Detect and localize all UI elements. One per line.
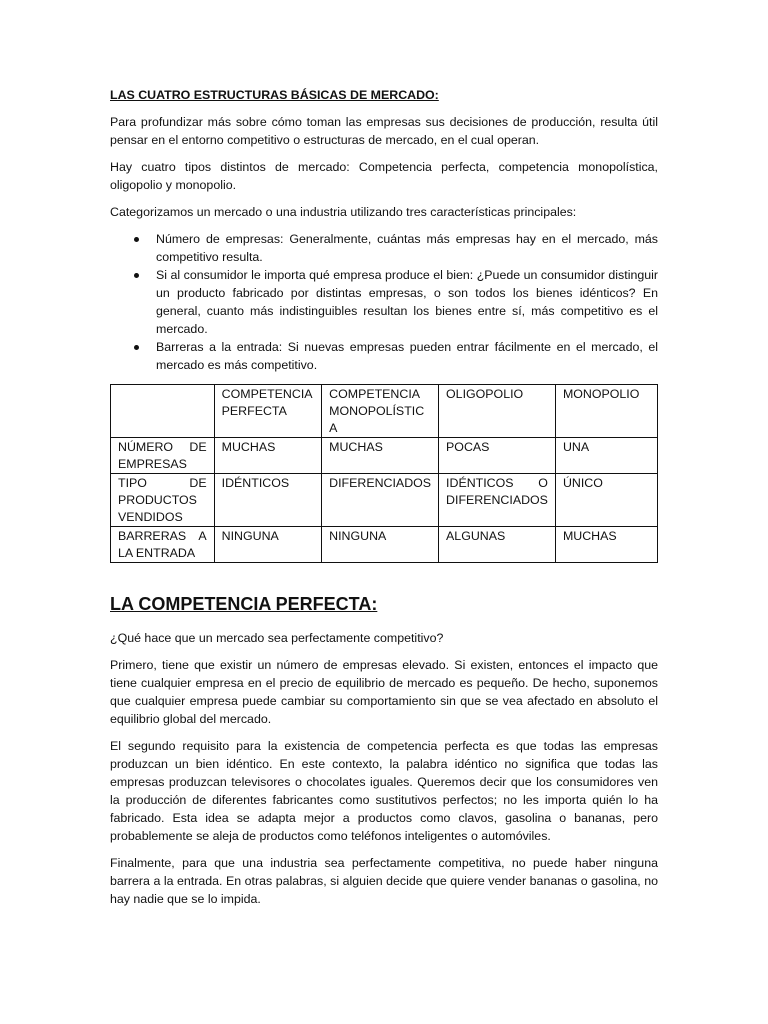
table-row: [111, 474, 658, 527]
paragraph-types: Hay cuatro tipos distintos de mercado: Competencia perfecta, competencia monopolística, oligopolio y monopolio.: [110, 160, 658, 192]
paragraph-characteristics: Categorizamos un mercado o una industria utilizando tres características principales:: [110, 205, 577, 219]
table-header-cell: COMPETENCIA PERFECTA: [214, 385, 322, 438]
document-content: [110, 86, 658, 917]
paragraph-intro: Para profundizar más sobre cómo toman las empresas sus decisiones de producción, resulta útil pensar en el entorno competitivo o estructuras de mercado, en el cual operan.: [110, 115, 658, 147]
table-cell: IDÉNTICOS O DIFERENCIADOS: [439, 474, 556, 527]
list-item: [110, 230, 658, 266]
table-cell: UNA: [555, 438, 657, 474]
table-header-cell: OLIGOPOLIO: [439, 385, 556, 438]
section-title: LA COMPETENCIA PERFECTA:: [110, 594, 378, 614]
list-item-text: Barreras a la entrada: Si nuevas empresas pueden entrar fácilmente en el mercado, el mercado es más competitivo.: [156, 340, 658, 372]
table-cell: NINGUNA: [322, 527, 439, 563]
bullet-icon: [134, 273, 139, 278]
paragraph-second-requirement: El segundo requisito para la existencia de competencia perfecta es que todas las empresas produzcan un bien idéntico. En este contexto, la palabra idéntico no significa que todas las empresas produzcan televisores o chocolates iguales. Queremos decir que los consumidores ven la producción de diferentes fabricantes como sustitutivos perfectos; no les importa quién lo ha fabricado. Esta idea se adapta mejor a productos como clavos, gasolina o bananas, pero probablemente se aleja de productos como teléfonos inteligentes o automóviles.: [110, 739, 658, 843]
bullet-icon: [134, 345, 139, 350]
table-cell: MUCHAS: [214, 438, 322, 474]
table-row-header: BARRERAS A LA ENTRADA: [111, 527, 215, 563]
table-cell: ALGUNAS: [439, 527, 556, 563]
table-row: [111, 527, 658, 563]
list-item-text: Si al consumidor le importa qué empresa produce el bien: ¿Puede un consumidor distinguir un producto fabricado por distintas empresas, o son todos los bienes idénticos? En general, cuanto más indistinguibles resultan los bienes entre sí, más competitivo es el mercado.: [156, 268, 658, 336]
table-cell: DIFERENCIADOS: [322, 474, 439, 527]
list-item: [110, 266, 658, 338]
table-row-header: TIPO DE PRODUCTOS VENDIDOS: [111, 474, 215, 527]
table-cell: NINGUNA: [214, 527, 322, 563]
table-header-cell: MONOPOLIO: [555, 385, 657, 438]
list-item-text: Número de empresas: Generalmente, cuántas más empresas hay en el mercado, más competitivo resulta.: [156, 232, 658, 264]
table-header-cell: COMPETENCIA MONOPOLÍSTICA: [322, 385, 439, 438]
market-structures-table: [110, 384, 658, 563]
section-question: ¿Qué hace que un mercado sea perfectamente competitivo?: [110, 631, 444, 645]
list-item: [110, 338, 658, 374]
table-cell: MUCHAS: [555, 527, 657, 563]
document-heading: LAS CUATRO ESTRUCTURAS BÁSICAS DE MERCADO:: [110, 88, 439, 102]
bullet-icon: [134, 237, 139, 242]
table-header-row: [111, 385, 658, 438]
table-cell: POCAS: [439, 438, 556, 474]
characteristics-list: [110, 230, 658, 374]
table-cell: MUCHAS: [322, 438, 439, 474]
table-cell: ÚNICO: [555, 474, 657, 527]
table-cell: IDÉNTICOS: [214, 474, 322, 527]
table-row-header: NÚMERO DE EMPRESAS: [111, 438, 215, 474]
paragraph-first-requirement: Primero, tiene que existir un número de empresas elevado. Si existen, entonces el impacto que tiene cualquier empresa en el precio de equilibrio de mercado es pequeño. De hecho, suponemos que cualquier empresa puede cambiar su comportamiento sin que se vea afectado en absoluto el equilibrio global del mercado.: [110, 658, 658, 726]
paragraph-third-requirement: Finalmente, para que una industria sea perfectamente competitiva, no puede haber ninguna barrera a la entrada. En otras palabras, si alguien decide que quiere vender bananas o gasolina, no hay nadie que se lo impida.: [110, 856, 658, 906]
table-header-cell: [111, 385, 215, 438]
table-row: [111, 438, 658, 474]
